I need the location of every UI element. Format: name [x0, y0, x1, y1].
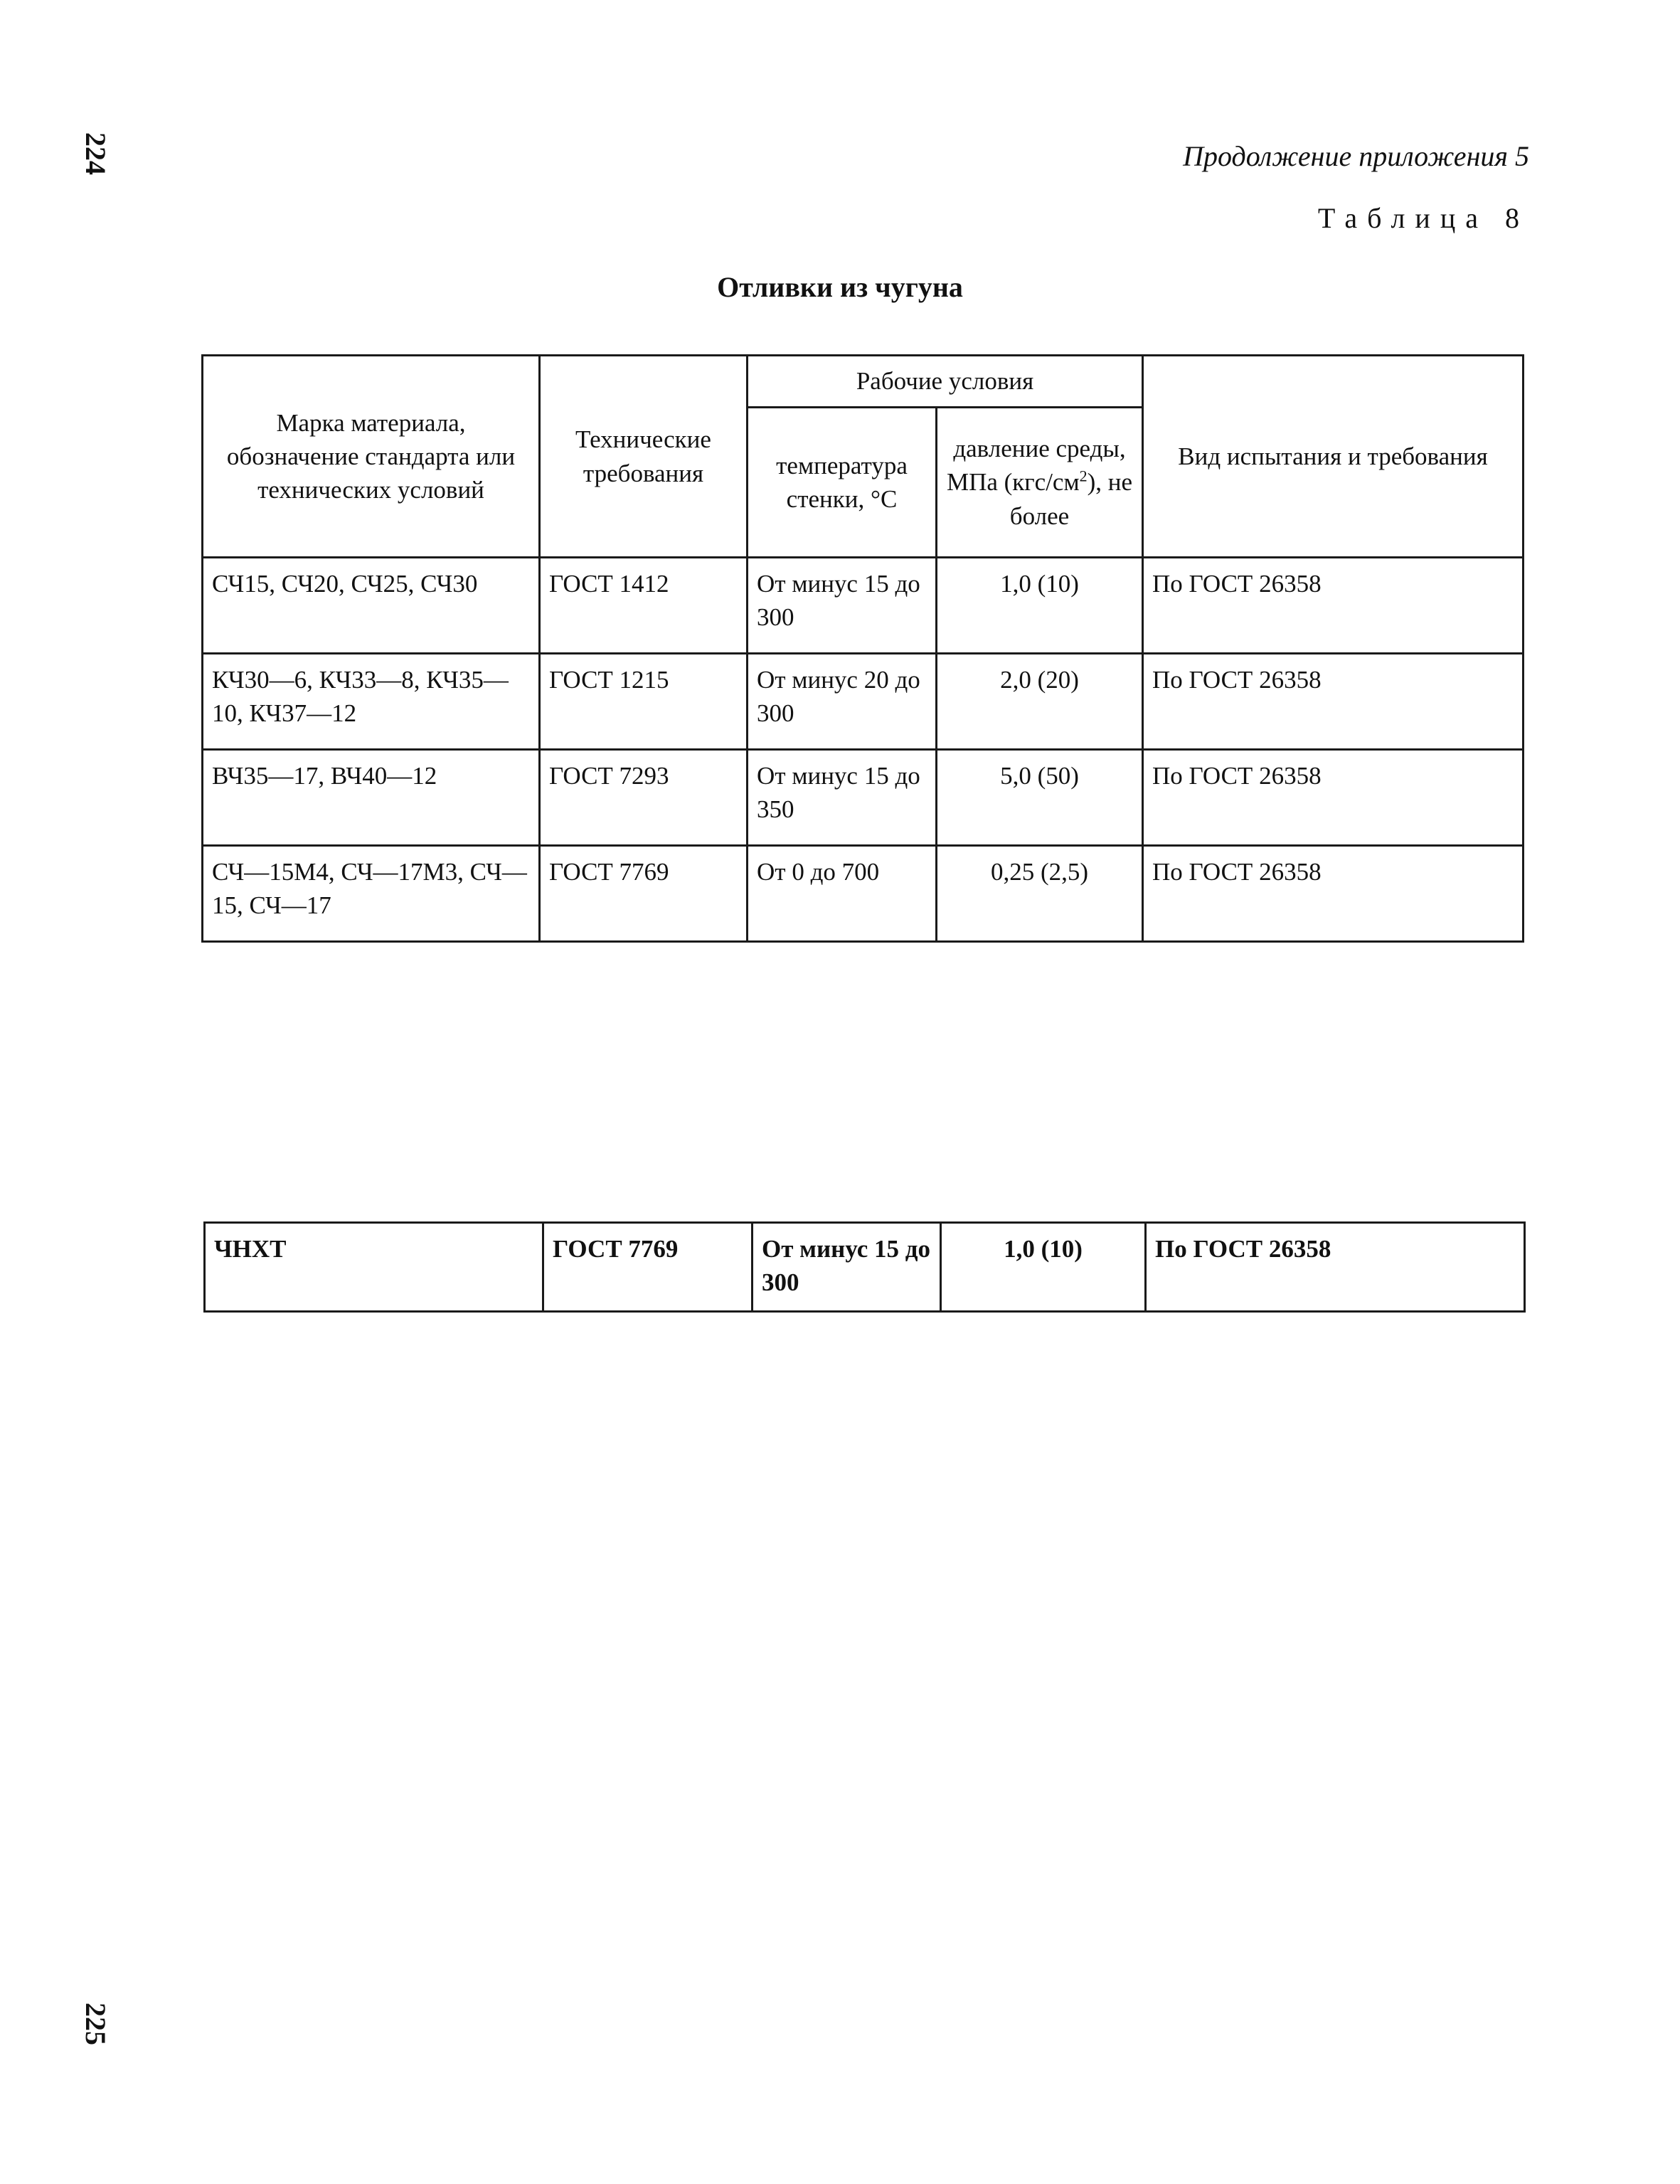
header-working-conditions: Рабочие условия	[748, 356, 1143, 408]
page-number-bottom: 225	[80, 2003, 112, 2045]
cast-iron-table	[201, 354, 1524, 943]
cell-pressure: 1,0 (10)	[937, 558, 1143, 654]
header-pressure-text: давление среды, МПа (кгс/см	[946, 435, 1126, 497]
cell-pressure: 0,25 (2,5)	[937, 846, 1143, 942]
table-header-row	[203, 356, 1524, 408]
cell-material: ЧНХТ	[205, 1223, 543, 1312]
table-title: Отливки из чугуна	[717, 271, 963, 303]
cell-material: ВЧ35—17, ВЧ40—12	[203, 750, 540, 846]
cast-iron-table-fragment	[203, 1221, 1526, 1313]
cell-pressure: 5,0 (50)	[937, 750, 1143, 846]
continuation-note: Продолжение приложения 5	[1183, 140, 1529, 172]
cell-material: СЧ—15М4, СЧ—17М3, СЧ—15, СЧ—17	[203, 846, 540, 942]
cell-temperature: От 0 до 700	[748, 846, 937, 942]
cell-material: СЧ15, СЧ20, СЧ25, СЧ30	[203, 558, 540, 654]
cell-tech-requirements: ГОСТ 1215	[540, 654, 748, 750]
cell-pressure: 1,0 (10)	[941, 1223, 1146, 1312]
table-row	[205, 1223, 1525, 1312]
cell-tech-requirements: ГОСТ 7293	[540, 750, 748, 846]
header-test-type: Вид испытания и требования	[1143, 356, 1524, 558]
cell-test: По ГОСТ 26358	[1143, 750, 1524, 846]
table-row	[203, 750, 1524, 846]
cell-tech-requirements: ГОСТ 7769	[540, 846, 748, 942]
page-number-top: 224	[80, 132, 112, 175]
cell-temperature: От минус 20 до 300	[748, 654, 937, 750]
header-pressure	[937, 408, 1143, 558]
table-row	[203, 558, 1524, 654]
cell-temperature: От минус 15 до 300	[748, 558, 937, 654]
cell-tech-requirements: ГОСТ 1412	[540, 558, 748, 654]
cell-tech-requirements: ГОСТ 7769	[543, 1223, 753, 1312]
table-row	[203, 846, 1524, 942]
cell-material: КЧ30—6, КЧ33—8, КЧ35—10, КЧ37—12	[203, 654, 540, 750]
cell-pressure: 2,0 (20)	[937, 654, 1143, 750]
header-pressure-sup: 2	[1079, 467, 1088, 485]
header-temperature: температура стенки, °С	[748, 408, 937, 558]
header-pressure-text-end: ), не более	[1009, 468, 1133, 530]
cell-temperature: От минус 15 до 350	[748, 750, 937, 846]
cell-temperature: От минус 15 до 300	[753, 1223, 941, 1312]
table-row	[203, 654, 1524, 750]
cell-test: По ГОСТ 26358	[1146, 1223, 1525, 1312]
table-label: Таблица 8	[1317, 202, 1529, 234]
cell-test: По ГОСТ 26358	[1143, 846, 1524, 942]
header-material: Марка материала, обозначение стандарта или технических условий	[203, 356, 540, 558]
cell-test: По ГОСТ 26358	[1143, 654, 1524, 750]
header-tech-requirements: Технические требования	[540, 356, 748, 558]
cell-test: По ГОСТ 26358	[1143, 558, 1524, 654]
